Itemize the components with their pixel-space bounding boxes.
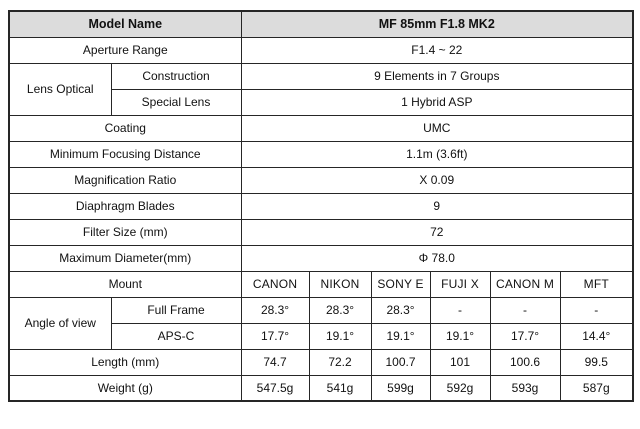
magnification-label: Magnification Ratio bbox=[9, 167, 241, 193]
weight-nikon: 541g bbox=[309, 375, 371, 401]
min-focus-value: 1.1m (3.6ft) bbox=[241, 141, 633, 167]
magnification-value: X 0.09 bbox=[241, 167, 633, 193]
model-name-value: MF 85mm F1.8 MK2 bbox=[241, 11, 633, 37]
aps-c-mft: 14.4° bbox=[560, 323, 633, 349]
spec-row-max-diameter bbox=[9, 245, 633, 271]
mount-col-canon: CANON bbox=[241, 271, 309, 297]
mount-col-fuji-x: FUJI X bbox=[430, 271, 490, 297]
spec-row-full-frame bbox=[9, 297, 633, 323]
mount-col-nikon: NIKON bbox=[309, 271, 371, 297]
length-canon-m: 100.6 bbox=[490, 349, 560, 375]
special-lens-label: Special Lens bbox=[111, 89, 241, 115]
spec-row-aperture bbox=[9, 37, 633, 63]
special-lens-value: 1 Hybrid ASP bbox=[241, 89, 633, 115]
full-frame-fuji-x: - bbox=[430, 297, 490, 323]
aps-c-sony-e: 19.1° bbox=[371, 323, 430, 349]
length-label: Length (mm) bbox=[9, 349, 241, 375]
weight-label: Weight (g) bbox=[9, 375, 241, 401]
aps-c-fuji-x: 19.1° bbox=[430, 323, 490, 349]
mount-col-sony-e: SONY E bbox=[371, 271, 430, 297]
model-name-label: Model Name bbox=[9, 11, 241, 37]
aps-c-canon: 17.7° bbox=[241, 323, 309, 349]
aps-c-canon-m: 17.7° bbox=[490, 323, 560, 349]
length-fuji-x: 101 bbox=[430, 349, 490, 375]
weight-sony-e: 599g bbox=[371, 375, 430, 401]
spec-row-mount bbox=[9, 271, 633, 297]
full-frame-canon-m: - bbox=[490, 297, 560, 323]
full-frame-sony-e: 28.3° bbox=[371, 297, 430, 323]
spec-row-min-focus bbox=[9, 141, 633, 167]
min-focus-label: Minimum Focusing Distance bbox=[9, 141, 241, 167]
coating-value: UMC bbox=[241, 115, 633, 141]
filter-size-label: Filter Size (mm) bbox=[9, 219, 241, 245]
lens-spec-sheet bbox=[8, 10, 632, 402]
aps-c-label: APS-C bbox=[111, 323, 241, 349]
coating-label: Coating bbox=[9, 115, 241, 141]
spec-row-construction bbox=[9, 63, 633, 89]
spec-row-filter-size bbox=[9, 219, 633, 245]
weight-mft: 587g bbox=[560, 375, 633, 401]
max-diameter-label: Maximum Diameter(mm) bbox=[9, 245, 241, 271]
mount-col-mft: MFT bbox=[560, 271, 633, 297]
spec-row-magnification bbox=[9, 167, 633, 193]
lens-optical-label: Lens Optical bbox=[9, 63, 111, 115]
aps-c-nikon: 19.1° bbox=[309, 323, 371, 349]
aperture-range-label: Aperture Range bbox=[9, 37, 241, 63]
full-frame-canon: 28.3° bbox=[241, 297, 309, 323]
spec-row-weight bbox=[9, 375, 633, 401]
diaphragm-blades-value: 9 bbox=[241, 193, 633, 219]
length-canon: 74.7 bbox=[241, 349, 309, 375]
weight-canon-m: 593g bbox=[490, 375, 560, 401]
weight-fuji-x: 592g bbox=[430, 375, 490, 401]
construction-value: 9 Elements in 7 Groups bbox=[241, 63, 633, 89]
mount-col-canon-m: CANON M bbox=[490, 271, 560, 297]
full-frame-nikon: 28.3° bbox=[309, 297, 371, 323]
angle-of-view-label: Angle of view bbox=[9, 297, 111, 349]
spec-row-model bbox=[9, 11, 633, 37]
full-frame-label: Full Frame bbox=[111, 297, 241, 323]
spec-row-coating bbox=[9, 115, 633, 141]
mount-label: Mount bbox=[9, 271, 241, 297]
aperture-range-value: F1.4 ~ 22 bbox=[241, 37, 633, 63]
construction-label: Construction bbox=[111, 63, 241, 89]
diaphragm-blades-label: Diaphragm Blades bbox=[9, 193, 241, 219]
length-sony-e: 100.7 bbox=[371, 349, 430, 375]
length-mft: 99.5 bbox=[560, 349, 633, 375]
lens-spec-table bbox=[8, 10, 634, 402]
spec-row-diaphragm bbox=[9, 193, 633, 219]
max-diameter-value: Φ 78.0 bbox=[241, 245, 633, 271]
full-frame-mft: - bbox=[560, 297, 633, 323]
spec-row-length bbox=[9, 349, 633, 375]
length-nikon: 72.2 bbox=[309, 349, 371, 375]
weight-canon: 547.5g bbox=[241, 375, 309, 401]
filter-size-value: 72 bbox=[241, 219, 633, 245]
